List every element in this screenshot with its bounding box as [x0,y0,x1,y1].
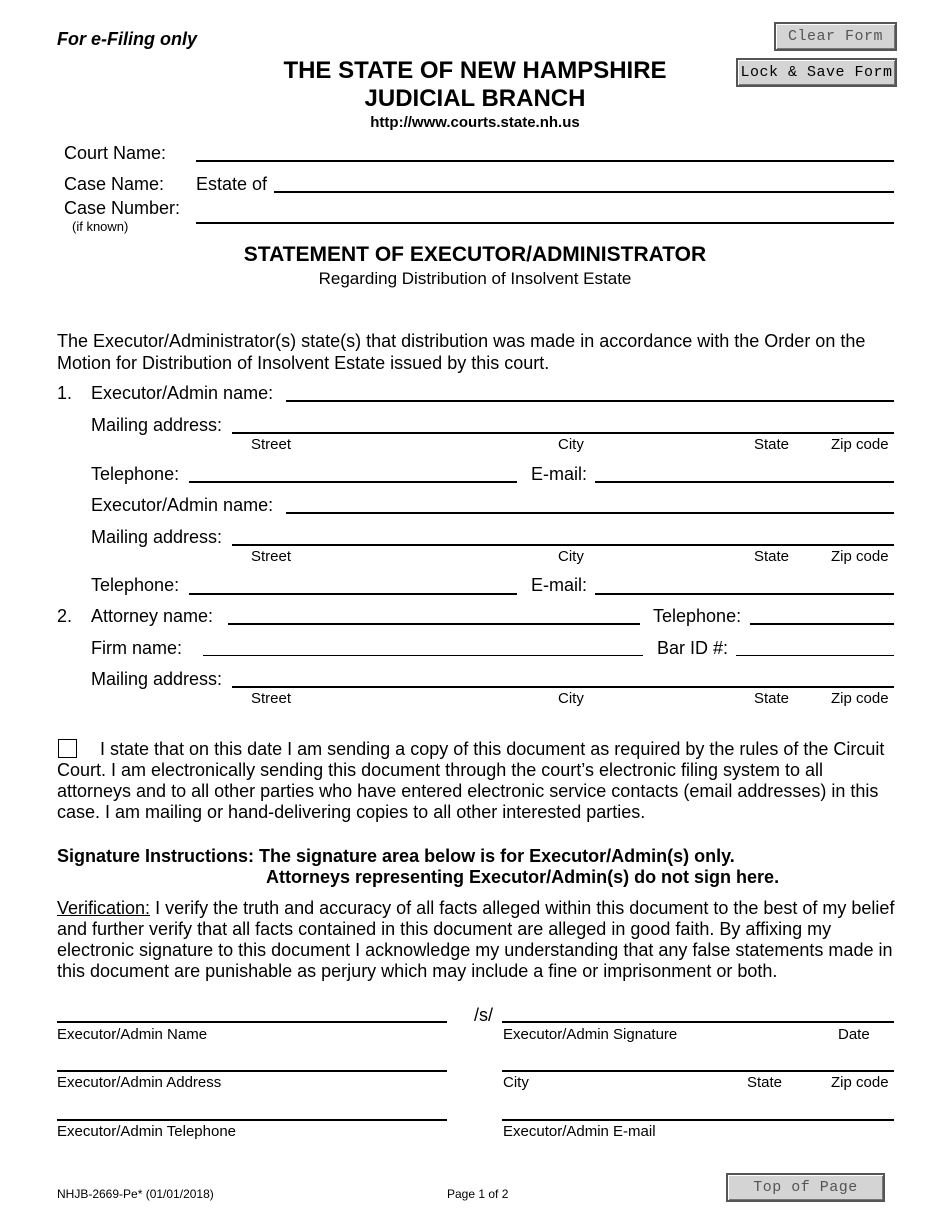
clear-form-button[interactable]: Clear Form [774,22,897,51]
executor-1-city-caption: City [558,436,584,453]
executor-city-state-zip-field[interactable] [502,1070,894,1072]
executor-1-mailing-label: Mailing address: [91,415,223,435]
executor-address-caption: Executor/Admin Address [57,1074,222,1091]
executor-1-state-caption: State [754,436,790,453]
executor-email-sign-field[interactable] [502,1119,894,1121]
case-number-field[interactable] [196,222,894,224]
executor-1-email-label: E-mail: [531,464,588,484]
executor-2-email-label: E-mail: [531,575,588,595]
executor-address-field[interactable] [57,1070,447,1072]
executor-signature-field[interactable] [502,1021,894,1023]
executor-1-zip-caption: Zip code [831,436,889,453]
attorney-city-caption: City [558,690,584,707]
document-title: STATEMENT OF EXECUTOR/ADMINISTRATOR [243,243,707,266]
firm-name-label: Firm name: [91,638,183,658]
executor-email-caption: Executor/Admin E-mail [503,1123,656,1140]
intro-paragraph: The Executor/Administrator(s) state(s) that distribution was made in accordance with the Order on the Motion for Distribution of Insolvent Estate issued by this court. [57,331,866,373]
court-name-label: Court Name: [64,143,167,163]
if-known-note: (if known) [72,219,129,234]
executor-1-mailing-field[interactable] [232,432,894,434]
attorney-zip-caption: Zip code [831,690,889,707]
executor-2-name-label: Executor/Admin name: [91,495,274,515]
executor-name-caption: Executor/Admin Name [57,1026,208,1043]
verification-text: I verify the truth and accuracy of all facts alleged within this document to the best of my belief and further verify that all facts contained in this document are alleged in good faith. By affixing my electronic signature to this document I acknowledge my understanding that any false statements made in this document are punishable as perjury which may include a fine or imprisonment or both. [57,898,895,981]
executor-city-caption: City [503,1074,529,1091]
executor-telephone-sign-field[interactable] [57,1119,447,1121]
executor-2-telephone-label: Telephone: [91,575,180,595]
executor-1-name-field[interactable] [286,400,894,402]
executor-2-name-field[interactable] [286,512,894,514]
executor-2-city-caption: City [558,548,584,565]
efiling-note: For e-Filing only [57,29,197,49]
verification-label: Verification: [57,898,151,918]
executor-name-sign-field[interactable] [57,1021,447,1023]
executor-2-mailing-field[interactable] [232,544,894,546]
top-of-page-button[interactable]: Top of Page [726,1173,885,1202]
firm-name-field[interactable] [203,655,643,656]
court-url: http://www.courts.state.nh.us [370,114,580,131]
certification-paragraph [57,739,902,823]
attorney-state-caption: State [754,690,790,707]
executor-zip-caption: Zip code [831,1074,889,1091]
attorney-name-field[interactable] [228,623,640,625]
branch-title: JUDICIAL BRANCH [364,85,586,112]
executor-1-street-caption: Street [251,436,292,453]
executor-2-mailing-label: Mailing address: [91,527,223,547]
form-id: NHJB-2669-Pe* (01/01/2018) [57,1187,214,1201]
court-name-field[interactable] [196,160,894,162]
executor-1-telephone-field[interactable] [189,481,517,483]
case-name-field[interactable] [274,191,894,193]
executor-1-telephone-label: Telephone: [91,464,180,484]
executor-signature-caption: Executor/Admin Signature [503,1026,678,1043]
section-2-number: 2. [57,606,73,626]
verification-paragraph [57,898,897,982]
document-subtitle: Regarding Distribution of Insolvent Estate [318,269,632,288]
executor-1-name-label: Executor/Admin name: [91,383,274,403]
executor-state-caption: State [747,1074,783,1091]
page-number: Page 1 of 2 [447,1187,509,1201]
attorney-telephone-field[interactable] [750,623,894,625]
executor-2-email-field[interactable] [595,593,894,595]
executor-2-zip-caption: Zip code [831,548,889,565]
state-title: THE STATE OF NEW HAMPSHIRE [283,57,667,84]
attorney-mailing-field[interactable] [232,686,894,688]
section-1-number: 1. [57,383,73,403]
signature-instructions-line2: Attorneys representing Executor/Admin(s) do not sign here. [266,867,780,887]
executor-1-email-field[interactable] [595,481,894,483]
attorney-mailing-label: Mailing address: [91,669,223,689]
certification-text: I state that on this date I am sending a copy of this document as required by the rules of the Circuit Court. I am electronically sending this document through the court’s electronic filing system to all attorneys and to all other parties who have entered electronic service contacts (email addresses) in this case. I am mailing or hand-delivering copies to all other interested parties. [57,739,885,822]
bar-id-label: Bar ID #: [657,638,729,658]
executor-2-state-caption: State [754,548,790,565]
signature-instructions-line1: Signature Instructions: The signature area below is for Executor/Admin(s) only. [57,846,735,866]
executor-2-telephone-field[interactable] [189,593,517,595]
executor-telephone-caption: Executor/Admin Telephone [57,1123,237,1140]
signature-date-caption: Date [838,1026,870,1043]
attorney-street-caption: Street [251,690,292,707]
attorney-telephone-label: Telephone: [653,606,742,626]
case-name-label: Case Name: [64,174,165,194]
attorney-name-label: Attorney name: [91,606,214,626]
estate-of-label: Estate of [196,174,268,194]
lock-save-form-button[interactable]: Lock & Save Form [736,58,897,87]
slash-s-marker: /s/ [474,1005,494,1025]
executor-2-street-caption: Street [251,548,292,565]
case-number-label: Case Number: [64,198,181,218]
bar-id-field[interactable] [736,655,894,656]
